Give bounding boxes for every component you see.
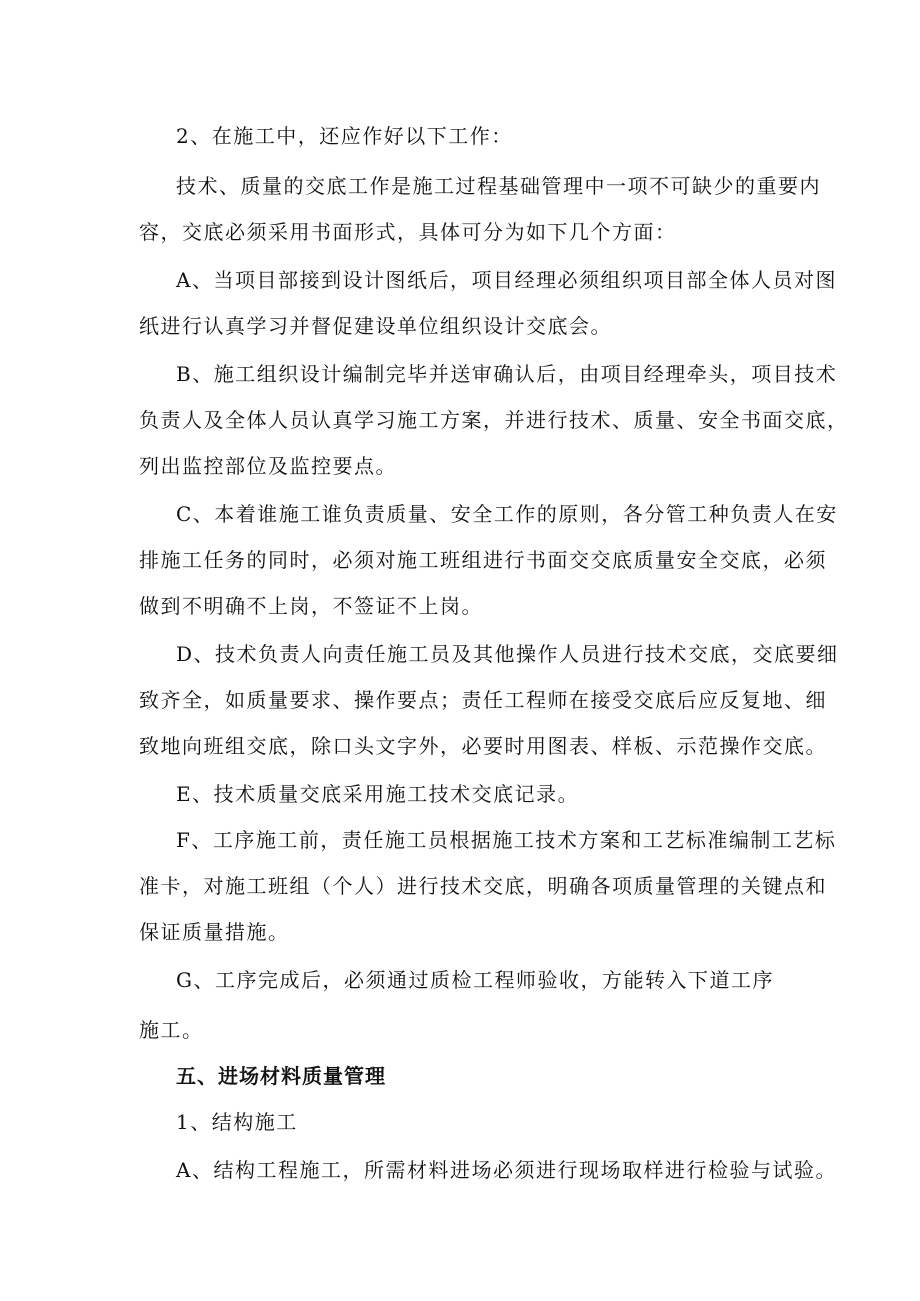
text-line: 容，交底必须采用书面形式，具体可分为如下几个方面： (139, 220, 677, 244)
text-line: 负责人及全体人员认真学习施工方案，并进行技术、质量、安全书面交底， (139, 408, 849, 432)
section-heading: 五、进场材料质量管理 (176, 1064, 386, 1088)
text-line: 排施工任务的同时，必须对施工班组进行书面交交底质量安全交底，必须 (139, 548, 827, 572)
text-line: F、工序施工前，责任施工员根据施工技术方案和工艺标准编制工艺标 (176, 828, 837, 852)
text-line: 列出监控部位及监控要点。 (139, 454, 397, 478)
text-line: A、结构工程施工，所需材料进场必须进行现场取样进行检验与试验。 (176, 1158, 837, 1182)
text-line: 纸进行认真学习并督促建设单位组织设计交底会。 (139, 314, 612, 338)
subsection-heading: 1、结构施工 (176, 1110, 298, 1134)
text-line: 2、在施工中，还应作好以下工作： (176, 124, 513, 148)
text-line: B、施工组织设计编制完毕并送审确认后，由项目经理牵头，项目技术 (176, 362, 838, 386)
text-line: G、工序完成后，必须通过质检工程师验收，方能转入下道工序 (176, 968, 774, 992)
text-line: 保证质量措施。 (139, 920, 290, 944)
text-line: 致地向班组交底，除口头文字外，必要时用图表、样板、示范操作交底。 (139, 734, 827, 758)
text-line: 做到不明确不上岗，不签证不上岗。 (139, 594, 483, 618)
text-line: D、技术负责人向责任施工员及其他操作人员进行技术交底，交底要细 (176, 642, 839, 666)
text-line: 准卡，对施工班组（个人）进行技术交底，明确各项质量管理的关键点和 (139, 874, 827, 898)
text-line: 技术、质量的交底工作是施工过程基础管理中一项不可缺少的重要内 (176, 174, 821, 198)
text-line: 致齐全，如质量要求、操作要点；责任工程师在接受交底后应反复地、细 (139, 688, 827, 712)
text-line: E、技术质量交底采用施工技术交底记录。 (176, 782, 580, 806)
text-line: A、当项目部接到设计图纸后，项目经理必须组织项目部全体人员对图 (176, 268, 837, 292)
text-line: 施工。 (139, 1018, 204, 1042)
text-line: C、本着谁施工谁负责质量、安全工作的原则，各分管工种负责人在安 (176, 502, 838, 526)
